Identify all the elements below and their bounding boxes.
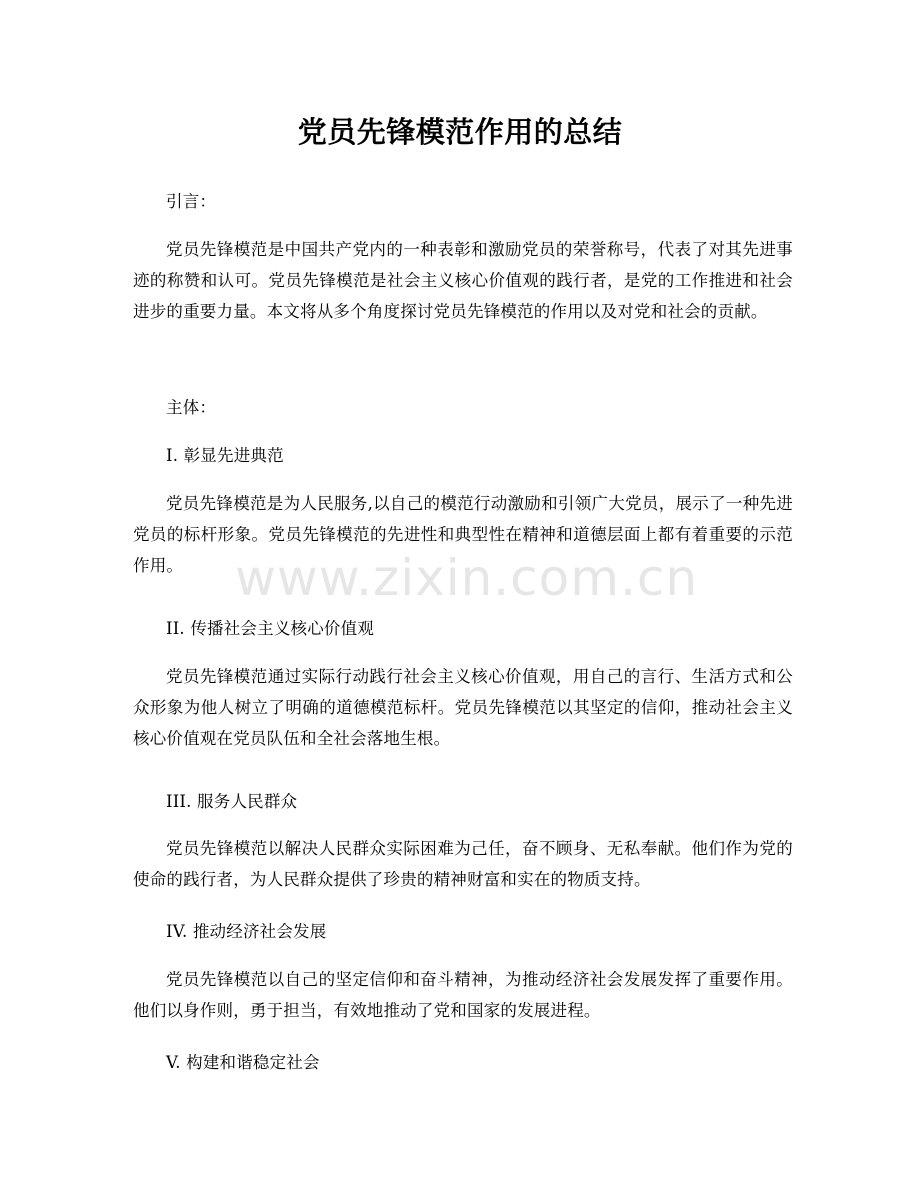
body-label: 主体： xyxy=(166,398,217,417)
section-paragraph-1: 党员先锋模范是为人民服务,以自己的模范行动激励和引领广大党员，展示了一种先进党员的标杆形象。党员先锋模范的先进性和典型性在精神和道德层面上都有着重要的示范作用。 xyxy=(133,494,793,575)
section-heading-1: I. 彰显先进典范 xyxy=(166,446,284,465)
watermark-text: www.zixin.com.cn xyxy=(235,549,699,607)
section-paragraph-2: 党员先锋模范通过实际行动践行社会主义核心价值观，用自己的言行、生活方式和公众形象为他人树立了明确的道德模范标杆。党员先锋模范以其坚定的信仰，推动社会主义核心价值观在党员队伍和全社会落地生根。 xyxy=(133,667,793,748)
page-title: 党员先锋模范作用的总结 xyxy=(297,115,623,149)
section-heading-2: II. 传播社会主义核心价值观 xyxy=(166,619,375,638)
section-heading-3: III. 服务人民群众 xyxy=(166,792,298,811)
intro-label: 引言： xyxy=(166,192,217,211)
section-paragraph-3: 党员先锋模范以解决人民群众实际困难为己任，奋不顾身、无私奉献。他们作为党的使命的践行者，为人民群众提供了珍贵的精神财富和实在的物质支持。 xyxy=(133,839,793,889)
section-heading-5: V. 构建和谐稳定社会 xyxy=(166,1053,320,1072)
intro-paragraph: 党员先锋模范是中国共产党内的一种表彰和激励党员的荣誉称号，代表了对其先进事迹的称赞和认可。党员先锋模范是社会主义核心价值观的践行者，是党的工作推进和社会进步的重要力量。本文将从多个角度探讨党员先锋模范的作用以及对党和社会的贡献。 xyxy=(133,240,793,321)
section-heading-4: IV. 推动经济社会发展 xyxy=(166,922,327,941)
section-paragraph-4: 党员先锋模范以自己的坚定信仰和奋斗精神，为推动经济社会发展发挥了重要作用。他们以身作则，勇于担当，有效地推动了党和国家的发展进程。 xyxy=(133,970,793,1020)
